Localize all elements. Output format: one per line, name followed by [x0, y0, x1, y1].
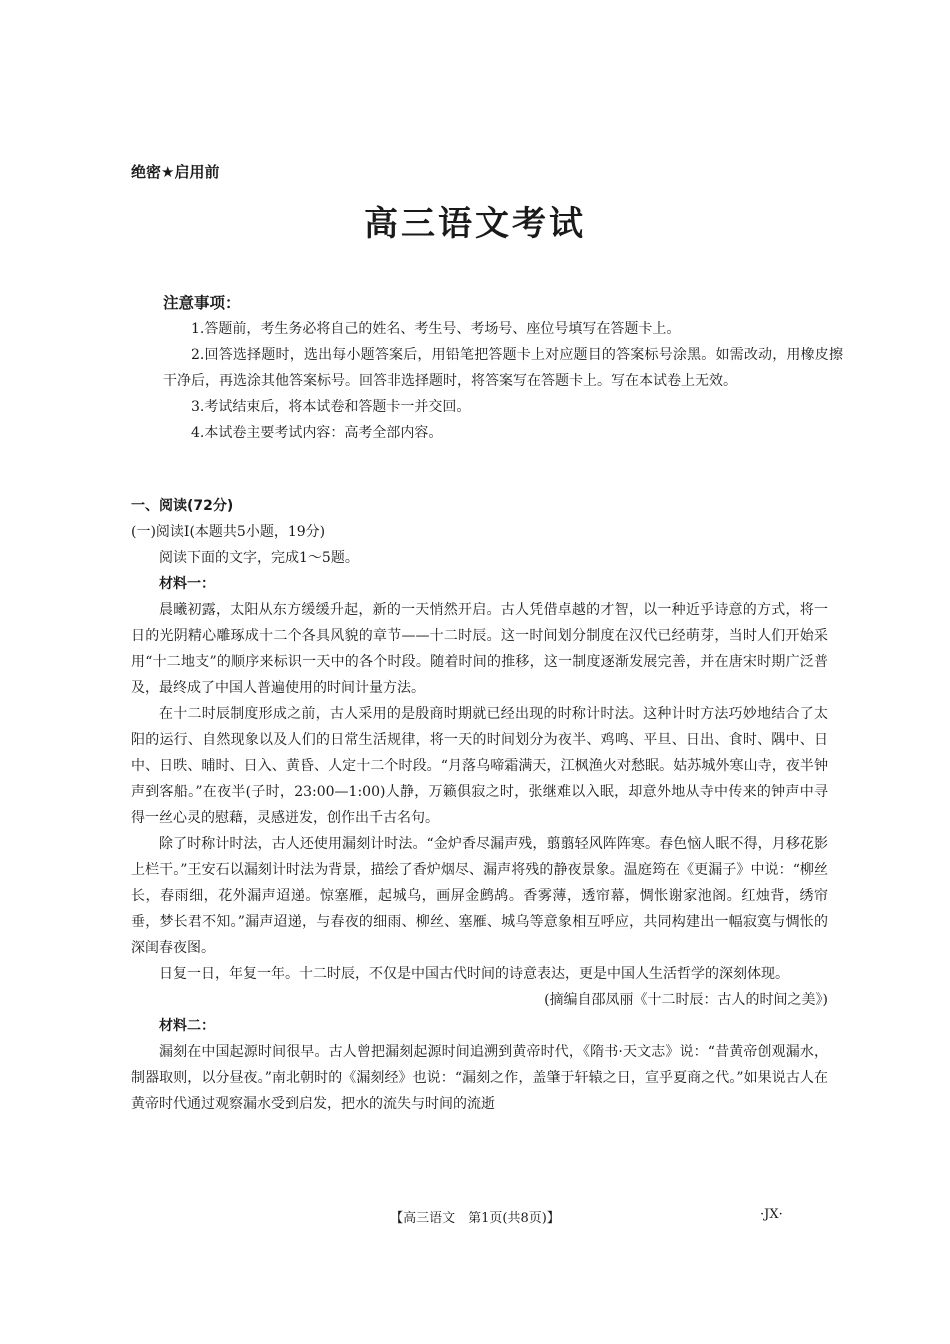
material-2-label: 材料二：	[159, 1018, 215, 1034]
subsection-heading: (一)阅读Ⅰ(本题共5小题，19分)	[131, 524, 326, 540]
material-1-paragraph: 日复一日，年复一年。十二时辰，不仅是中国古代时间的诗意表达，更是中国人生活哲学的深刻体现。	[159, 966, 789, 982]
notice-heading: 注意事项：	[163, 294, 241, 312]
notice-item: 3.考试结束后，将本试卷和答题卡一并交回。	[191, 399, 471, 415]
footer-code: ·JX·	[760, 1207, 783, 1222]
confidential-mark: 绝密★启用前	[131, 163, 220, 181]
notice-item: 2.回答选择题时，选出每小题答案后，用铅笔把答题卡上对应题目的答案标号涂黑。如需改动，用橡皮擦干净后，再选涂其他答案标号。回答非选择题时，将答案写在答题卡上。写在本试卷上无效。	[163, 347, 843, 389]
page-footer: 【高三语文 第1页(共8页)】	[390, 1211, 560, 1226]
notice-section	[163, 290, 843, 446]
reading-instruction: 阅读下面的文字，完成1～5题。	[159, 550, 359, 566]
material-1-paragraph: 在十二时辰制度形成之前，古人采用的是殷商时期就已经出现的时称计时法。这种计时方法巧妙地结合了太阳的运行、自然现象以及人们的日常生活规律，将一天的时间划分为夜半、鸡鸣、平旦、日出、食时、隅中、日中、日昳、晡时、日入、黄昏、人定十二个时段。“月落乌啼霜满天，江枫渔火对愁眠。姑苏城外寒山寺，夜半钟声到客船。”在夜半(子时，23:00—1:00)人静，万籁俱寂之时，张继难以入眠，却意外地从寺中传来的钟声中寻得一丝心灵的慰藉，灵感迸发，创作出千古名句。	[131, 706, 828, 826]
notice-item: 1.答题前，考生务必将自己的姓名、考生号、考场号、座位号填写在答题卡上。	[191, 321, 681, 337]
section-heading: 一、阅读(72分)	[131, 498, 234, 514]
material-1-paragraph: 晨曦初露，太阳从东方缓缓升起，新的一天悄然开启。古人凭借卓越的才智，以一种近乎诗意的方式，将一日的光阴精心雕琢成十二个各具风貌的章节——十二时辰。这一时间划分制度在汉代已经萌芽，当时人们开始采用“十二地支”的顺序来标识一天中的各个时段。随着时间的推移，这一制度逐渐发展完善，并在唐宋时期广泛普及，最终成了中国人普遍使用的时间计量方法。	[131, 602, 828, 696]
notice-item: 4.本试卷主要考试内容：高考全部内容。	[191, 425, 443, 441]
material-1-label: 材料一：	[159, 576, 215, 592]
material-1-source: (摘编自邵凤丽《十二时辰：古人的时间之美》)	[544, 992, 828, 1008]
material-1-paragraph: 除了时称计时法，古人还使用漏刻计时法。“金炉香尽漏声残，翦翦轻风阵阵寒。春色恼人眠不得，月移花影上栏干。”王安石以漏刻计时法为背景，描绘了香炉烟尽、漏声将残的静夜景象。温庭筠在《更漏子》中说：“柳丝长，春雨细，花外漏声迢递。惊塞雁，起城乌，画屏金鹧鸪。香雾薄，透帘幕，惆怅谢家池阁。红烛背，绣帘垂，梦长君不知。”漏声迢递，与春夜的细雨、柳丝、塞雁、城乌等意象相互呼应，共同构建出一幅寂寞与惆怅的深闺春夜图。	[131, 836, 828, 956]
reading-section	[131, 493, 828, 1117]
material-2-paragraph: 漏刻在中国起源时间很早。古人曾把漏刻起源时间追溯到黄帝时代，《隋书·天文志》说：“昔黄帝创观漏水，制器取则，以分昼夜。”南北朝时的《漏刻经》也说：“漏刻之作，盖肇于轩辕之日，宣乎夏商之代。”如果说古人在黄帝时代通过观察漏水受到启发，把水的流失与时间的流逝	[131, 1044, 828, 1112]
exam-title: 高三语文考试	[364, 204, 586, 244]
